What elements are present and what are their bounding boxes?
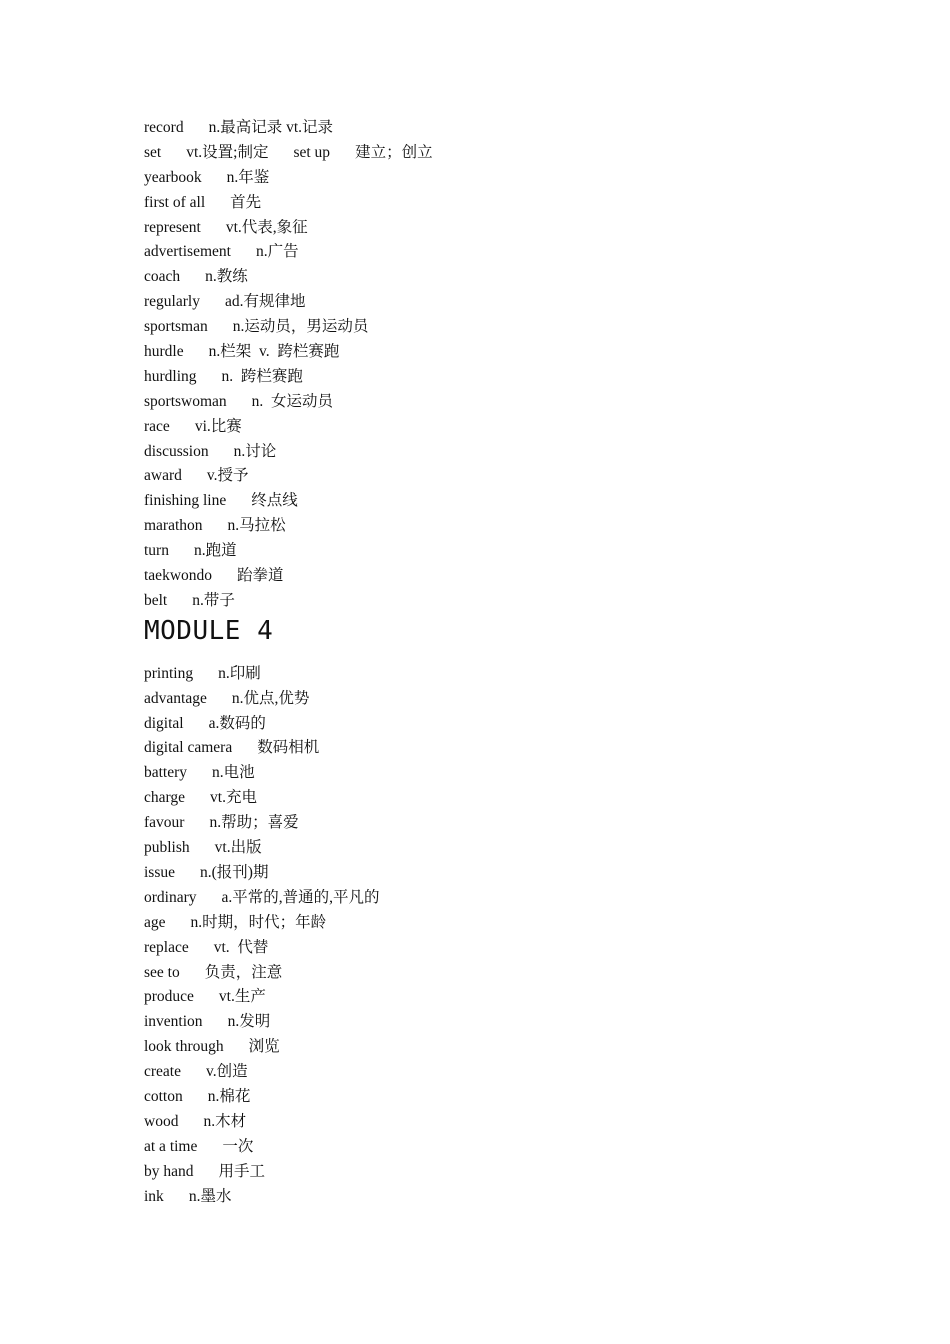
vocab-meaning: n.马拉松 [227, 517, 286, 535]
vocab-term: race [144, 417, 170, 435]
vocab-entry [144, 514, 864, 539]
vocab-meaning: n.最高记录 vt.记录 [208, 119, 334, 136]
vocab-meaning: n.电池 [212, 764, 255, 782]
vocab-term: printing [144, 664, 194, 682]
vocab-term: hurdling [144, 367, 197, 385]
vocab-entry [144, 886, 864, 911]
vocab-meaning: vt.生产 [218, 988, 266, 1006]
vocab-entry [144, 687, 864, 712]
vocab-entry [144, 265, 864, 290]
vocab-term: set up [293, 143, 331, 161]
vocab-term: digital [144, 714, 184, 732]
vocab-meaning: 终点线 [251, 492, 298, 510]
vocab-entry [144, 440, 864, 465]
vocab-term: represent [144, 218, 201, 236]
vocab-term: publish [144, 839, 190, 857]
vocab-meaning: n.跑道 [193, 542, 237, 560]
vocab-meaning: 建立；创立 [355, 143, 433, 161]
vocab-term: look through [144, 1038, 224, 1056]
vocab-term: discussion [144, 442, 209, 460]
vocab-term: first of all [144, 193, 206, 211]
vocab-term: advantage [144, 689, 207, 707]
vocab-term: battery [144, 764, 188, 782]
vocab-meaning: n.优点,优势 [231, 689, 310, 707]
vocab-entry [144, 240, 864, 265]
vocab-meaning: n.年鉴 [226, 168, 270, 186]
vocab-term: age [144, 913, 166, 931]
vocab-term: set [144, 143, 162, 161]
vocab-meaning: ad.有规律地 [224, 293, 306, 311]
vocab-meaning: n.时期，时代；年龄 [190, 913, 327, 931]
vocab-term: create [144, 1063, 181, 1081]
vocab-list-module-4 [144, 662, 864, 1210]
vocab-term: issue [144, 863, 175, 881]
vocab-entry [144, 216, 864, 241]
vocab-meaning: vt.设置;制定 [186, 143, 269, 161]
vocab-meaning: n.帮助；喜爱 [209, 814, 299, 832]
vocab-term: taekwondo [144, 567, 213, 585]
vocab-term: ordinary [144, 888, 197, 906]
vocab-entry [144, 761, 864, 786]
vocab-meaning: n.发明 [227, 1013, 271, 1031]
vocab-meaning: 用手工 [218, 1162, 266, 1180]
vocab-entry [144, 1135, 864, 1160]
vocab-entry [144, 539, 864, 564]
vocab-entry [144, 1085, 864, 1110]
vocab-meaning: 一次 [222, 1137, 254, 1155]
vocab-term: digital camera [144, 739, 233, 757]
vocab-entry [144, 415, 864, 440]
vocab-meaning: n.讨论 [233, 442, 277, 460]
vocab-term: sportsman [144, 318, 208, 336]
vocab-meaning: n.木材 [203, 1112, 247, 1130]
vocab-entry [144, 1010, 864, 1035]
vocab-term: yearbook [144, 168, 202, 186]
vocab-entry [144, 390, 864, 415]
vocab-meaning: 跆拳道 [237, 567, 284, 585]
vocab-term: at a time [144, 1137, 198, 1155]
vocab-entry [144, 786, 864, 811]
vocab-term: marathon [144, 517, 203, 535]
vocab-term: cotton [144, 1087, 183, 1105]
vocab-entry [144, 861, 864, 886]
vocab-meaning: 负责，注意 [204, 963, 283, 981]
vocab-term: award [144, 467, 182, 485]
vocab-entry [144, 290, 864, 315]
vocab-term: replace [144, 938, 189, 956]
document-page [144, 116, 864, 1209]
vocab-entry [144, 191, 864, 216]
vocab-meaning: 浏览 [248, 1038, 280, 1056]
vocab-term: advertisement [144, 243, 231, 261]
vocab-entry [144, 811, 864, 836]
vocab-entry [144, 564, 864, 589]
vocab-entry [144, 589, 864, 614]
vocab-term: charge [144, 789, 186, 807]
vocab-term: see to [144, 963, 180, 981]
vocab-term: belt [144, 591, 168, 609]
vocab-meaning: n.广告 [255, 243, 299, 261]
vocab-term: ink [144, 1187, 164, 1205]
vocab-entry [144, 1060, 864, 1085]
vocab-term: record [144, 119, 184, 136]
vocab-entry [144, 712, 864, 737]
vocab-meaning: n. 跨栏赛跑 [221, 367, 303, 385]
vocab-term: by hand [144, 1162, 194, 1180]
vocab-meaning: a.数码的 [208, 714, 266, 732]
vocab-meaning: n.带子 [192, 591, 235, 609]
vocab-meaning: n.栏架 v. 跨栏赛跑 [208, 343, 340, 361]
vocab-meaning: n.(报刊)期 [200, 863, 269, 881]
vocab-meaning: vt.代表,象征 [225, 218, 308, 236]
vocab-entry [144, 1035, 864, 1060]
vocab-term: hurdle [144, 343, 184, 361]
vocab-meaning: vt.出版 [214, 839, 262, 857]
vocab-entry [144, 464, 864, 489]
vocab-meaning: 首先 [230, 193, 262, 211]
vocab-meaning: n.运动员，男运动员 [232, 318, 369, 336]
vocab-entry [144, 1110, 864, 1135]
vocab-entry [144, 116, 864, 141]
vocab-meaning: n.教练 [205, 268, 248, 286]
vocab-meaning: n.印刷 [218, 664, 261, 682]
vocab-term: favour [144, 814, 185, 832]
vocab-term: invention [144, 1013, 203, 1031]
vocab-term: produce [144, 988, 194, 1006]
vocab-meaning: n.墨水 [188, 1187, 232, 1205]
vocab-term: regularly [144, 293, 200, 311]
vocab-meaning: v.创造 [206, 1063, 248, 1081]
vocab-term: sportswoman [144, 392, 227, 410]
vocab-meaning: 数码相机 [257, 739, 320, 757]
vocab-entry [144, 315, 864, 340]
vocab-entry [144, 1160, 864, 1185]
vocab-entry [144, 911, 864, 936]
vocab-meaning: v.授予 [206, 467, 249, 485]
vocab-entry [144, 166, 864, 191]
vocab-entry [144, 1185, 864, 1210]
vocab-entry [144, 836, 864, 861]
vocab-meaning: vt. 代替 [213, 938, 269, 956]
vocab-list-previous-module [144, 116, 864, 614]
vocab-entry [144, 936, 864, 961]
module-heading: MODULE 4 [144, 615, 274, 646]
vocab-meaning: n. 女运动员 [251, 392, 334, 410]
vocab-entry [144, 489, 864, 514]
vocab-meaning: a.平常的,普通的,平凡的 [221, 888, 380, 906]
vocab-meaning: vt.充电 [210, 789, 257, 807]
vocab-entry [144, 736, 864, 761]
vocab-meaning: n.棉花 [207, 1087, 251, 1105]
vocab-entry [144, 662, 864, 687]
vocab-entry [144, 961, 864, 986]
vocab-meaning: vi.比赛 [194, 417, 242, 435]
vocab-entry [144, 340, 864, 365]
vocab-entry [144, 365, 864, 390]
vocab-entry [144, 141, 864, 166]
vocab-term: finishing line [144, 492, 227, 510]
vocab-entry [144, 985, 864, 1010]
vocab-term: coach [144, 268, 181, 286]
vocab-term: wood [144, 1112, 179, 1130]
vocab-term: turn [144, 542, 169, 560]
